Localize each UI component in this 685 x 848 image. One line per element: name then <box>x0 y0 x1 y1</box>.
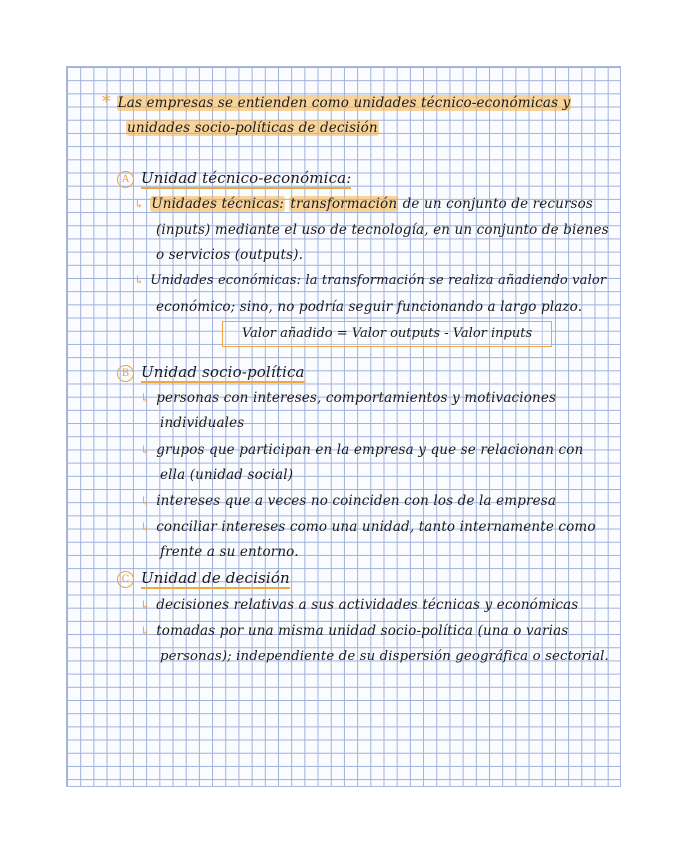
section-c-bullet-1-line-1 <box>140 597 578 613</box>
section-c-title: Unidad de decisión <box>141 569 290 587</box>
intro-text-2: unidades socio-políticas de decisión <box>127 120 378 136</box>
section-a-bullet-1-line-3 <box>156 247 303 263</box>
section-a-b1-term: Unidades técnicas: <box>151 196 284 212</box>
section-b-b2-text-1: grupos que participan en la empresa y que se relacionan con <box>156 442 584 458</box>
section-a-bullet-1-line-1 <box>134 196 593 212</box>
star-icon: * <box>102 92 111 112</box>
section-c-b1-text-1: decisiones relativas a sus actividades técnicas y económicas <box>156 597 579 613</box>
arrow-icon: ↳ <box>140 624 151 638</box>
section-c-bullet-2-line-1 <box>140 623 568 639</box>
section-a-bullet-2-line-1 <box>134 273 606 288</box>
section-b-bullet-1-line-1 <box>140 390 556 406</box>
arrow-icon: ↳ <box>140 391 151 405</box>
section-c-heading <box>117 569 290 588</box>
section-c-bullet-2-line-2 <box>160 649 609 664</box>
arrow-icon: ↳ <box>134 273 145 287</box>
section-b-bullet-4-line-2 <box>160 544 299 560</box>
section-a-title: Unidad técnico-económica: <box>141 169 352 187</box>
section-b-b2-text-2: ella (unidad social) <box>160 467 294 483</box>
section-b-bullet-4-line-1 <box>140 519 596 535</box>
section-c-circle-label: C <box>117 571 134 588</box>
section-a-b1-text-3: o servicios (outputs). <box>156 247 304 263</box>
arrow-icon: ↳ <box>134 197 145 211</box>
section-a-b1-rest: de un conjunto de recursos <box>402 196 593 212</box>
formula-box: Valor añadido = Valor outputs - Valor inputs <box>222 321 552 347</box>
arrow-icon: ↳ <box>140 494 151 508</box>
section-a-bullet-2-line-2 <box>156 299 582 315</box>
section-b-bullet-2-line-1 <box>140 442 583 458</box>
section-b-b4-text-1: conciliar intereses como una unidad, tanto internamente como <box>156 519 596 535</box>
section-c-b2-text-1: tomadas por una misma unidad socio-política (una o varias <box>156 623 569 639</box>
section-a-b1-highlight: transformación <box>290 196 398 212</box>
intro-line-2 <box>126 120 379 136</box>
section-b-b3-text-1: intereses que a veces no coinciden con los de la empresa <box>156 493 557 509</box>
section-a-heading <box>117 169 351 188</box>
section-b-b1-text-1: personas con intereses, comportamientos y motivaciones <box>156 390 557 406</box>
intro-text-1: Las empresas se entienden como unidades técnico-económicas y <box>117 95 571 111</box>
section-b-b1-text-2: individuales <box>160 415 245 431</box>
section-a-circle-label: A <box>117 171 134 188</box>
section-b-bullet-1-line-2 <box>160 415 244 431</box>
section-a-b2-text-1: Unidades económicas: la transformación se realiza añadiendo valor <box>150 273 607 288</box>
section-b-bullet-2-line-2 <box>160 467 293 483</box>
section-b-heading <box>117 363 305 382</box>
arrow-icon: ↳ <box>140 598 151 612</box>
section-b-circle-label: B <box>117 365 134 382</box>
section-c-b2-text-2: personas); independiente de su dispersión geográfica o sectorial. <box>160 649 609 664</box>
arrow-icon: ↳ <box>140 443 151 457</box>
section-a-b2-text-2: económico; sino, no podría seguir funcionando a largo plazo. <box>156 299 583 315</box>
intro-line-1 <box>102 92 571 112</box>
section-a-b1-text-2: (inputs) mediante el uso de tecnología, en un conjunto de bienes <box>156 222 609 238</box>
section-b-bullet-3-line-1 <box>140 493 556 509</box>
section-b-title: Unidad socio-política <box>141 363 305 381</box>
section-b-b4-text-2: frente a su entorno. <box>160 544 299 560</box>
arrow-icon: ↳ <box>140 520 151 534</box>
section-a-bullet-1-line-2 <box>156 222 609 238</box>
